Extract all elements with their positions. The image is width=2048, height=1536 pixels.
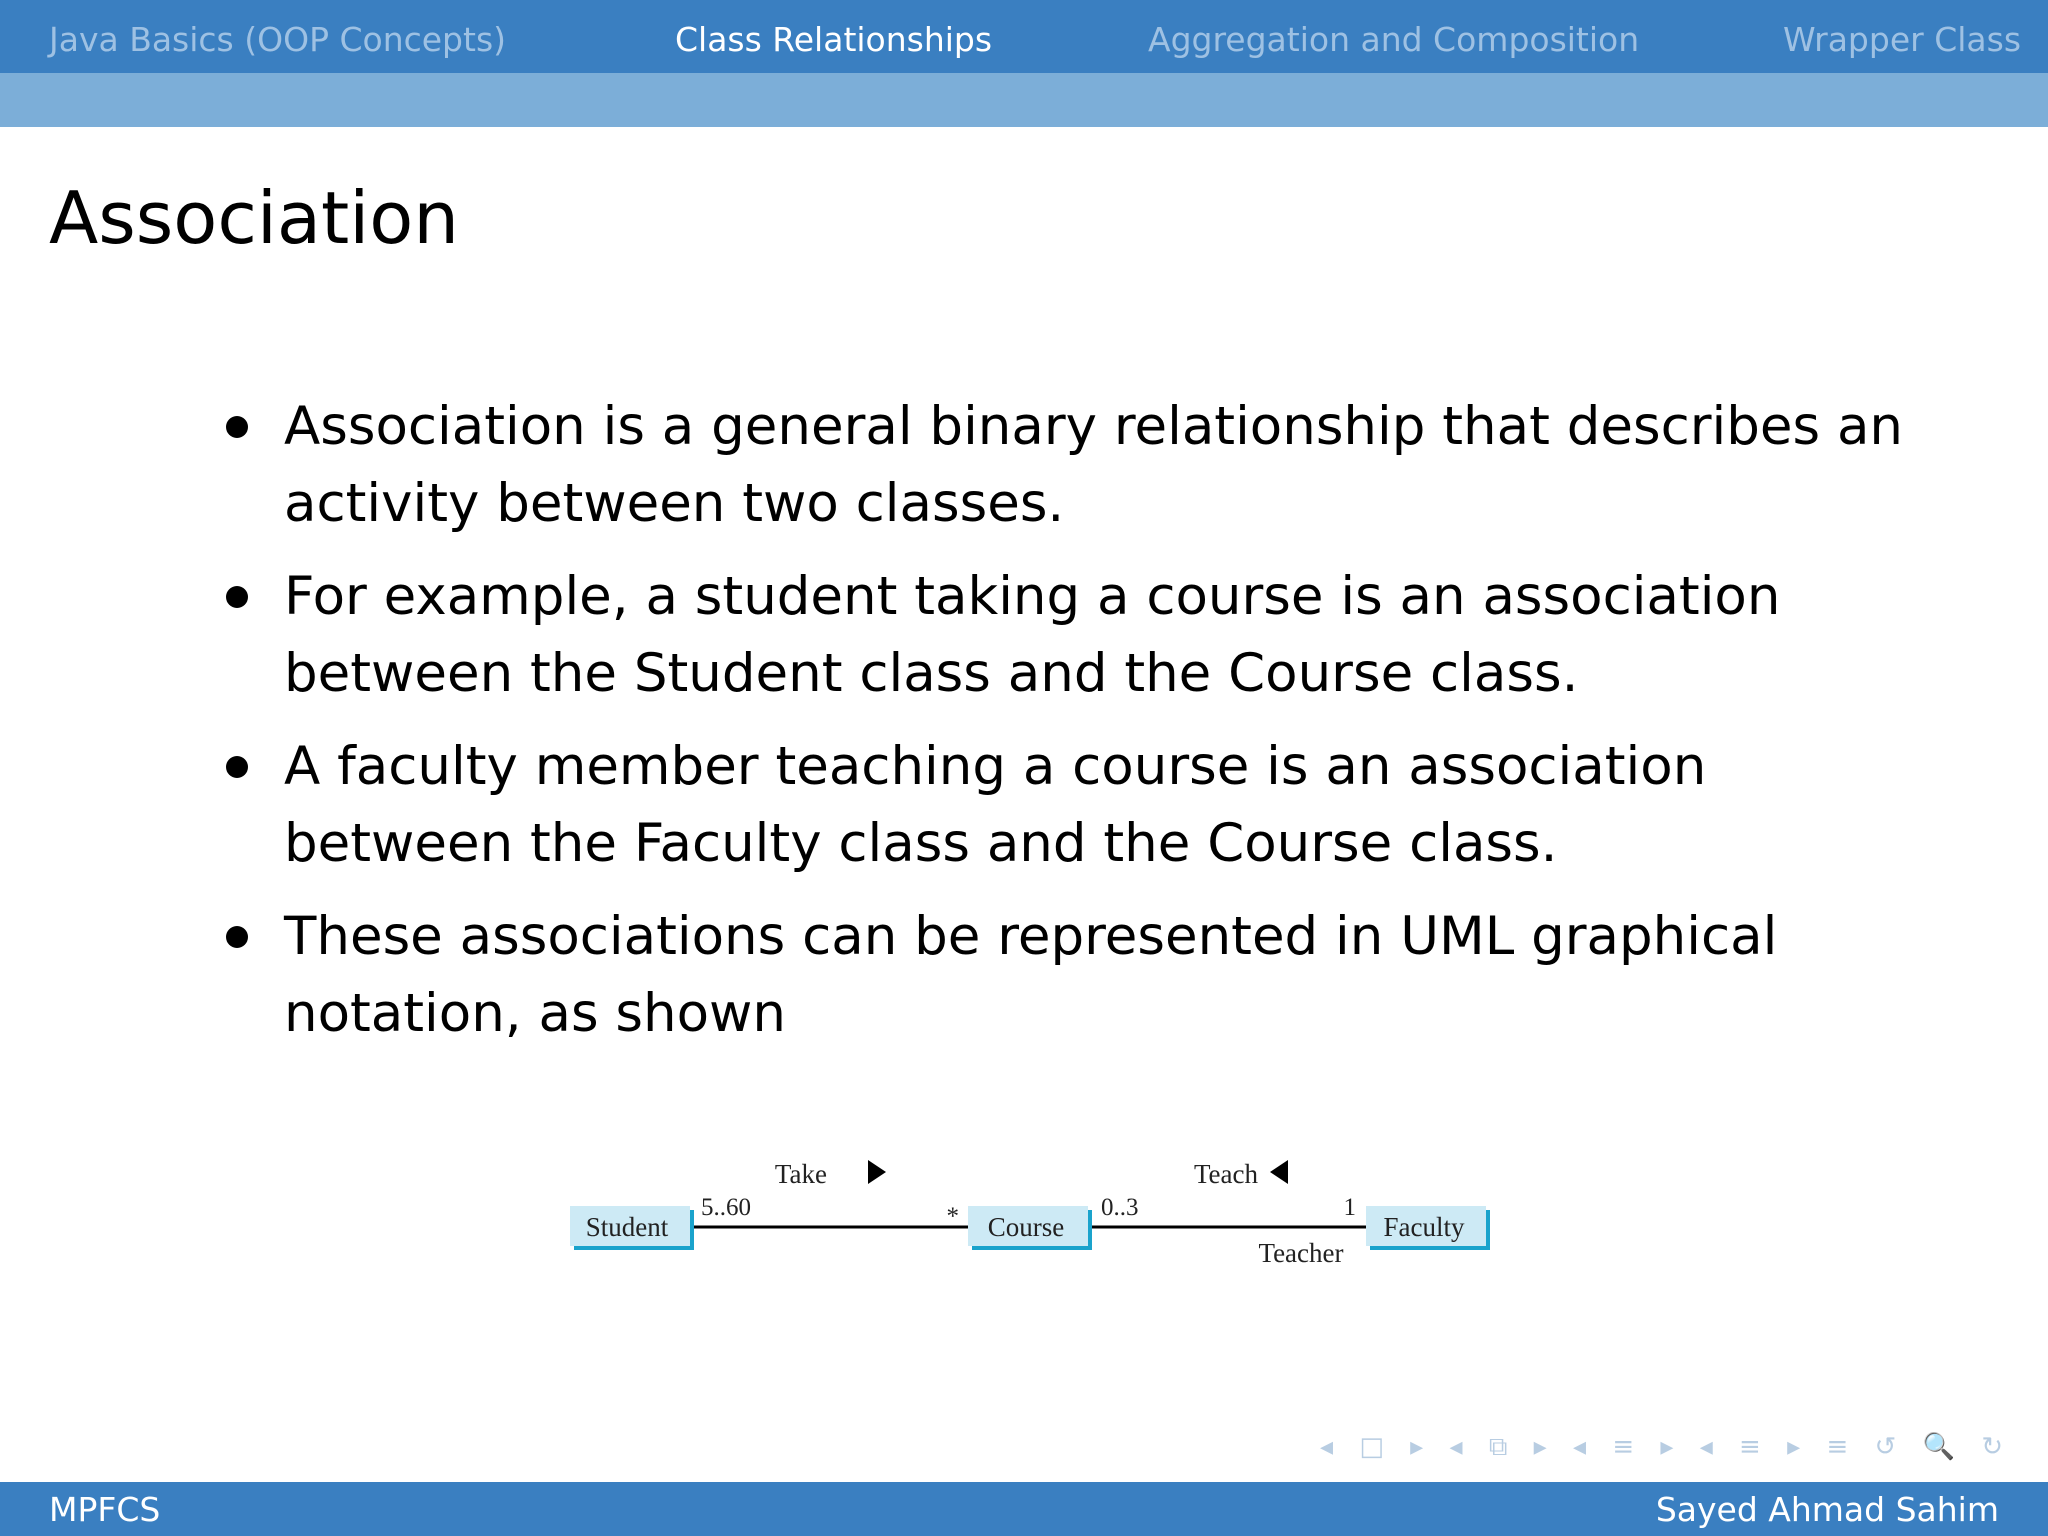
nav-frame-icon[interactable]: □ [1359,1432,1386,1462]
student-class-label: Student [585,1212,669,1242]
course-class-box [968,1206,1092,1250]
teach-role-name: Teacher [1258,1238,1344,1268]
faculty-class-box [1366,1206,1490,1250]
take-left-multiplicity: 5..60 [701,1194,751,1221]
bullet-item [220,388,1940,542]
nav-section-class-relationships[interactable]: Class Relationships [675,20,993,59]
bullet-dot-icon [226,926,248,948]
bullet-text: These associations can be represented in UML graphical notation, as shown [284,906,1778,1044]
beamer-navigation-symbols [1320,1432,2019,1472]
take-direction-arrow-icon [868,1160,886,1184]
nav-section-icon[interactable]: ≡ [1612,1432,1637,1462]
nav-next-document-icon[interactable]: ▸ [1787,1432,1803,1462]
bullet-dot-icon [226,586,248,608]
nav-next-section-icon[interactable]: ▸ [1660,1432,1676,1462]
nav-prev-section-icon[interactable]: ◂ [1573,1432,1589,1462]
footer-bar [0,1482,2048,1536]
nav-document-icon[interactable]: ≡ [1739,1432,1763,1462]
bullet-item [220,558,1940,712]
bullet-dot-icon [226,756,248,778]
nav-next-subsection-icon[interactable]: ▸ [1533,1432,1549,1462]
student-class-box [570,1206,694,1250]
teach-direction-arrow-icon [1270,1160,1288,1184]
nav-subsection-icon[interactable]: ⧉ [1488,1432,1510,1462]
teach-association-name: Teach [1193,1159,1258,1189]
bullet-item [220,728,1940,882]
course-class-label: Course [987,1212,1065,1242]
take-association-name: Take [774,1159,827,1189]
nav-prev-subsection-icon[interactable]: ◂ [1449,1432,1465,1462]
teach-right-multiplicity: 1 [1343,1194,1356,1221]
footer-institution: MPFCS [49,1490,161,1529]
nav-prev-frame-icon[interactable]: ◂ [1320,1432,1336,1462]
bullet-text: For example, a student taking a course is an association between the Student class and the Course class. [284,566,1781,704]
nav-back-icon[interactable]: ↺ [1874,1432,1899,1462]
bullet-dot-icon [226,416,248,438]
nav-forward-icon[interactable]: ↻ [1981,1432,2005,1462]
footer-author: Sayed Ahmad Sahim [1655,1490,1999,1529]
bullet-text: Association is a general binary relationship that describes an activity between two classes. [284,396,1904,534]
nav-next-frame-icon[interactable]: ▸ [1410,1432,1426,1462]
nav-prev-document-icon[interactable]: ◂ [1699,1432,1715,1462]
slide-title: Association [49,176,459,260]
bullet-text: A faculty member teaching a course is an association between the Faculty class and the Course class. [284,736,1707,874]
nav-search-icon[interactable]: 🔍 [1922,1432,1957,1462]
bullet-list [220,388,1940,1068]
subsection-bar [0,73,2048,127]
section-navigation-bar [0,0,2048,73]
teach-left-multiplicity: 0..3 [1101,1194,1139,1221]
nav-section-java-basics[interactable]: Java Basics (OOP Concepts) [49,20,507,59]
nav-section-aggregation-composition[interactable]: Aggregation and Composition [1148,20,1640,59]
bullet-item [220,898,1940,1052]
faculty-class-label: Faculty [1383,1212,1465,1242]
uml-association-diagram [560,1140,1520,1280]
nav-appendix-icon[interactable]: ≡ [1826,1432,1851,1462]
take-right-multiplicity: * [946,1203,959,1230]
nav-section-wrapper-class[interactable]: Wrapper Class [1783,20,2022,59]
